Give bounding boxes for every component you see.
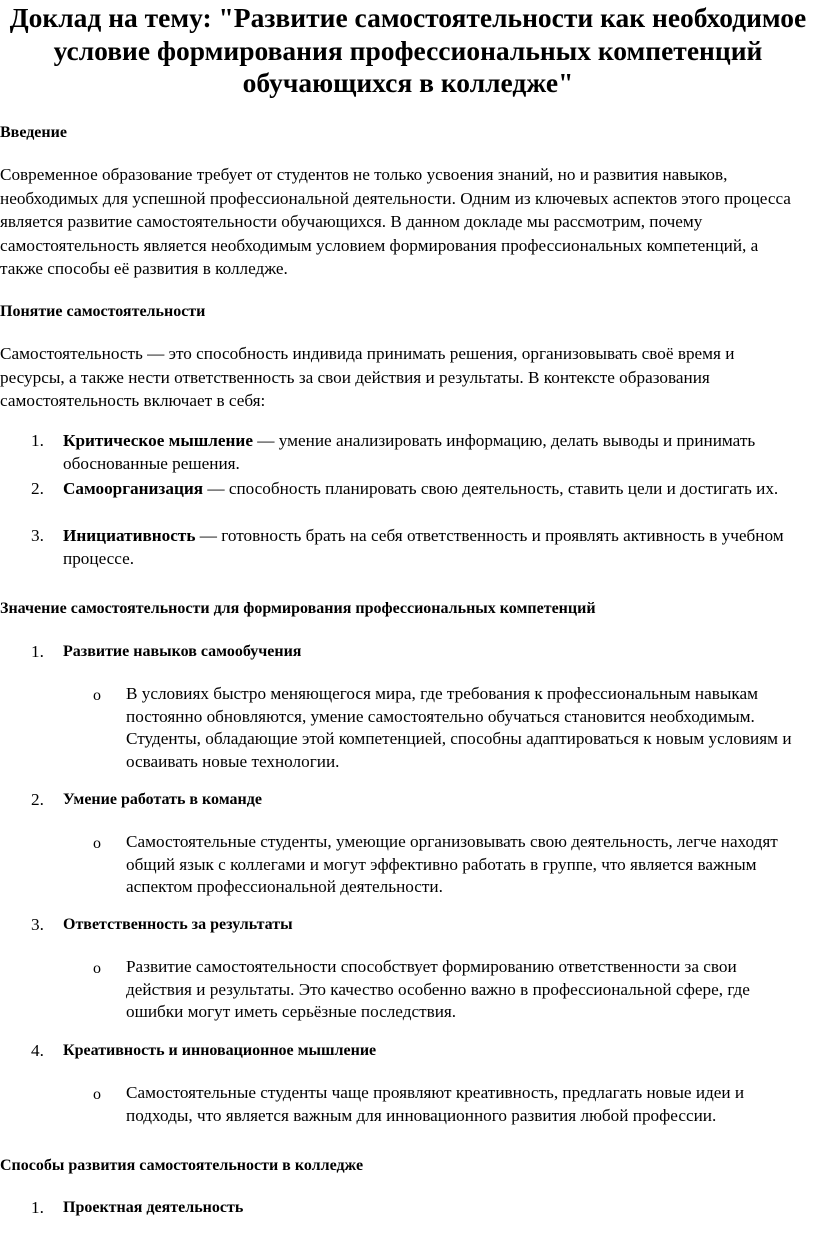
list-item [63,430,803,475]
list-item-text: — умение анализировать информацию, делать выводы и принимать обоснованные решения. [63,431,756,473]
bullet-marker: o [93,1086,101,1103]
subheading: Развитие навыков самообучения [63,643,302,660]
section-heading-concept: Понятие самостоятельности [0,303,206,320]
list-item-text: — способность планировать свою деятельность, ставить цели и достигать их. [203,479,779,498]
subheading: Ответственность за результаты [63,916,293,933]
section-heading-importance: Значение самостоятельности для формирования профессиональных компетенций [0,600,596,617]
subheading: Умение работать в команде [63,791,262,808]
subheading: Проектная деятельность [63,1199,244,1216]
bullet-marker: o [93,835,101,852]
list-number: 3. [31,915,44,934]
list-number: 2. [31,479,44,498]
list-number: 2. [31,790,44,809]
section-heading-methods: Способы развития самостоятельности в колледже [0,1157,364,1174]
list-number: 4. [31,1041,44,1060]
list-item-term: Критическое мышление [63,431,253,450]
list-number: 1. [31,1198,44,1217]
concept-paragraph: Самостоятельность — это способность индивида принимать решения, организовывать своё время и ресурсы, а также нести ответственность за свои действия и результаты. В контексте образования самостоятельность включает в себя: [0,344,735,410]
bullet-text: В условиях быстро меняющегося мира, где требования к профессиональным навыкам постоянно обновляются, умение самостоятельно обучаться становится необходимым. Студенты, обладающие этой компетенцией, способны адаптироваться к новым условиям и осваивать новые технологии. [126,684,792,771]
bullet-marker: o [93,960,101,977]
list-number: 1. [31,642,44,661]
list-item [63,478,803,501]
document-title: Доклад на тему: "Развитие самостоятельности как необходимое условие формирования профессиональных компетенций обучающихся в колледже" [9,2,807,98]
list-number: 3. [31,526,44,545]
subheading: Креативность и инновационное мышление [63,1042,377,1059]
list-item-text: — готовность брать на себя ответственность и проявлять активность в учебном процессе. [63,526,784,568]
list-item-term: Инициативность [63,526,196,545]
bullet-text: Развитие самостоятельности способствует формированию ответственности за свои действия и результаты. Это качество особенно важно в профессиональной сфере, где ошибки могут иметь серьёзные последствия. [126,957,750,1021]
bullet-text: Самостоятельные студенты, умеющие организовывать свою деятельность, легче находят общий язык с коллегами и могут эффективно работать в группе, что является важным аспектом профессиональной деятельности. [126,832,778,896]
list-number: 1. [31,431,44,450]
bullet-marker: o [93,687,101,704]
bullet-text: Самостоятельные студенты чаще проявляют креативность, предлагать новые идеи и подходы, что является важным для инновационного развития любой профессии. [126,1083,745,1125]
list-item-term: Самоорганизация [63,479,204,498]
list-item [63,525,803,570]
intro-paragraph: Современное образование требует от студентов не только усвоения знаний, но и развития навыков, необходимых для успешной профессиональной деятельности. Одним из ключевых аспектов этого процесса является развитие самостоятельности обучающихся. В данном докладе мы рассмотрим, почему самостоятельность является необходимым условием формирования профессиональных компетенций, а также способы её развития в колледже. [0,165,791,278]
section-heading-intro: Введение [0,124,67,141]
